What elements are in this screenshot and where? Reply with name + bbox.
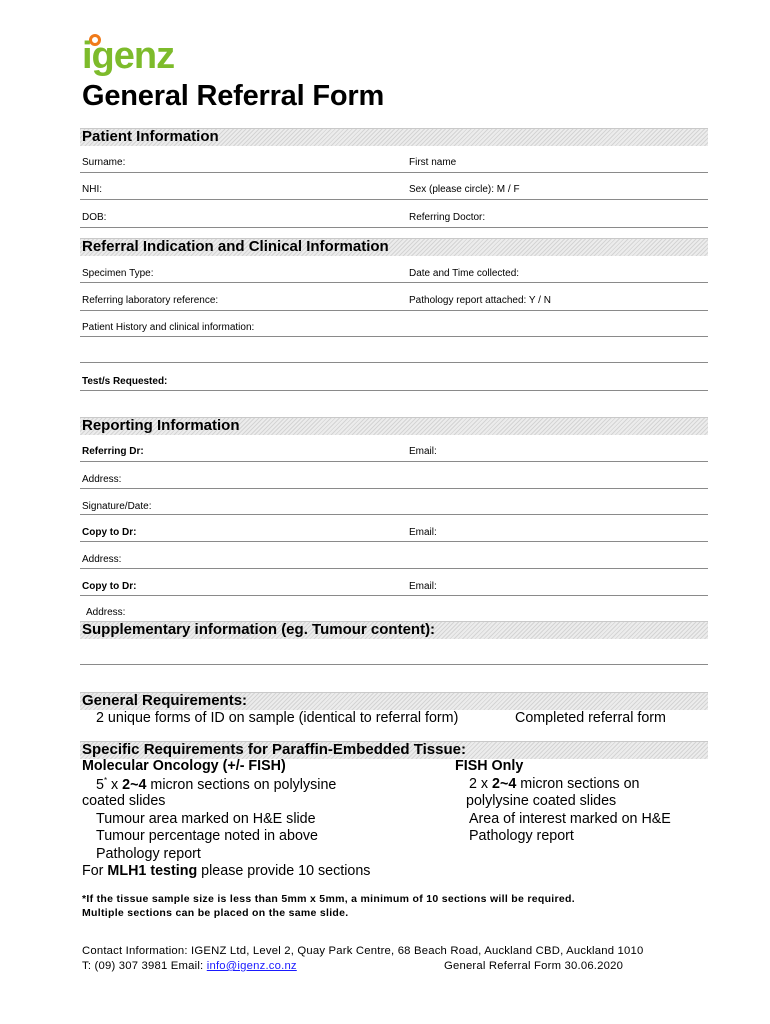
page-title: General Referral Form <box>82 80 385 112</box>
requirement-id-item: 2 unique forms of ID on sample (identical to referral form) <box>96 710 459 726</box>
email-label: Email: <box>409 581 437 592</box>
patient-history-label: Patient History and clinical information: <box>82 322 255 333</box>
copy-to-dr-label: Copy to Dr: <box>82 581 137 592</box>
first-name-label: First name <box>409 157 457 168</box>
field-line[interactable] <box>80 488 708 489</box>
date-time-collected-label: Date and Time collected: <box>409 268 520 279</box>
contact-information: Contact Information: IGENZ Ltd, Level 2, Quay Park Centre, 68 Beach Road, Auckland CBD, Auckland 1010 <box>82 945 644 957</box>
fish-prefix: 2 x <box>469 776 493 792</box>
supplementary-heading: Supplementary information (eg. Tumour content): <box>82 621 436 638</box>
address-label: Address: <box>82 554 122 565</box>
nhi-label: NHI: <box>82 184 102 195</box>
tumour-percentage-line: Tumour percentage noted in above <box>96 828 319 844</box>
field-line[interactable] <box>80 595 708 596</box>
dob-label: DOB: <box>82 212 107 223</box>
molecular-slides-line: coated slides <box>82 793 166 809</box>
field-line[interactable] <box>80 282 708 283</box>
specimen-type-label: Specimen Type: <box>82 268 154 279</box>
general-requirements-heading: General Requirements: <box>82 692 248 709</box>
pathology-report-line: Pathology report <box>96 846 201 862</box>
email-label: Email: <box>409 446 437 457</box>
pathology-report-attached-label: Pathology report attached: Y / N <box>409 295 551 306</box>
section-count: 5 <box>96 776 104 793</box>
mlh1-suffix: please provide 10 sections <box>197 863 371 879</box>
micron-range: 2~4 <box>122 776 147 793</box>
address-label: Address: <box>86 607 126 618</box>
field-line[interactable] <box>80 199 708 200</box>
signature-date-label: Signature/Date: <box>82 501 152 512</box>
field-line[interactable] <box>80 568 708 569</box>
referral-indication-heading: Referral Indication and Clinical Information <box>82 238 389 255</box>
patient-information-heading: Patient Information <box>82 128 219 145</box>
fish-slides-line: polylysine coated slides <box>466 793 617 809</box>
multiple-sections-note: Multiple sections can be placed on the same slide. <box>82 907 349 919</box>
logo-wordmark: igenz <box>82 35 175 77</box>
field-line[interactable] <box>80 390 708 391</box>
surname-label: Surname: <box>82 157 126 168</box>
address-label: Address: <box>82 474 122 485</box>
micron-range: 2~4 <box>492 776 517 792</box>
field-line[interactable] <box>80 514 708 515</box>
mlh1-testing: MLH1 testing <box>107 863 198 879</box>
tissue-size-note: *If the tissue sample size is less than 5mm x 5mm, a minimum of 10 sections will be required. <box>82 893 575 905</box>
phone-text: T: (09) 307 3981 Email: <box>82 960 207 972</box>
copy-to-dr-label: Copy to Dr: <box>82 527 137 538</box>
field-line[interactable] <box>80 172 708 173</box>
contact-phone-email <box>82 960 297 972</box>
tumour-area-line: Tumour area marked on H&E slide <box>96 811 316 827</box>
fish-pathology-report-line: Pathology report <box>469 828 574 844</box>
fish-suffix: micron sections on <box>516 776 640 792</box>
requirement-form-item: Completed referral form <box>515 710 666 726</box>
field-line[interactable] <box>80 336 708 337</box>
micron-text: micron sections on polylysine <box>146 776 337 793</box>
field-line[interactable] <box>80 310 708 311</box>
form-version: General Referral Form 30.06.2020 <box>444 960 624 972</box>
referring-doctor-label: Referring Doctor: <box>409 212 486 223</box>
email-label: Email: <box>409 527 437 538</box>
lab-reference-label: Referring laboratory reference: <box>82 295 219 306</box>
reporting-information-heading: Reporting Information <box>82 417 240 434</box>
igenz-logo <box>82 30 202 80</box>
field-line[interactable] <box>80 461 708 462</box>
molecular-sections-line <box>96 776 336 793</box>
specific-requirements-heading: Specific Requirements for Paraffin-Embedded Tissue: <box>82 741 466 758</box>
field-line[interactable] <box>80 664 708 665</box>
referring-dr-label: Referring Dr: <box>82 446 144 457</box>
email-link[interactable]: info@igenz.co.nz <box>206 960 297 972</box>
field-line[interactable] <box>80 362 708 363</box>
field-line[interactable] <box>80 541 708 542</box>
field-line[interactable] <box>80 227 708 228</box>
fish-only-heading: FISH Only <box>455 758 524 774</box>
tests-requested-label: Test/s Requested: <box>82 376 168 387</box>
mlh1-line <box>82 863 370 879</box>
times-text: x <box>107 776 123 793</box>
fish-sections-line <box>469 776 639 792</box>
molecular-oncology-heading: Molecular Oncology (+/- FISH) <box>82 758 286 774</box>
mlh1-prefix: For <box>82 863 108 879</box>
asterisk: * <box>103 776 108 785</box>
area-of-interest-line: Area of interest marked on H&E <box>469 811 671 827</box>
sex-label: Sex (please circle): M / F <box>409 184 520 195</box>
